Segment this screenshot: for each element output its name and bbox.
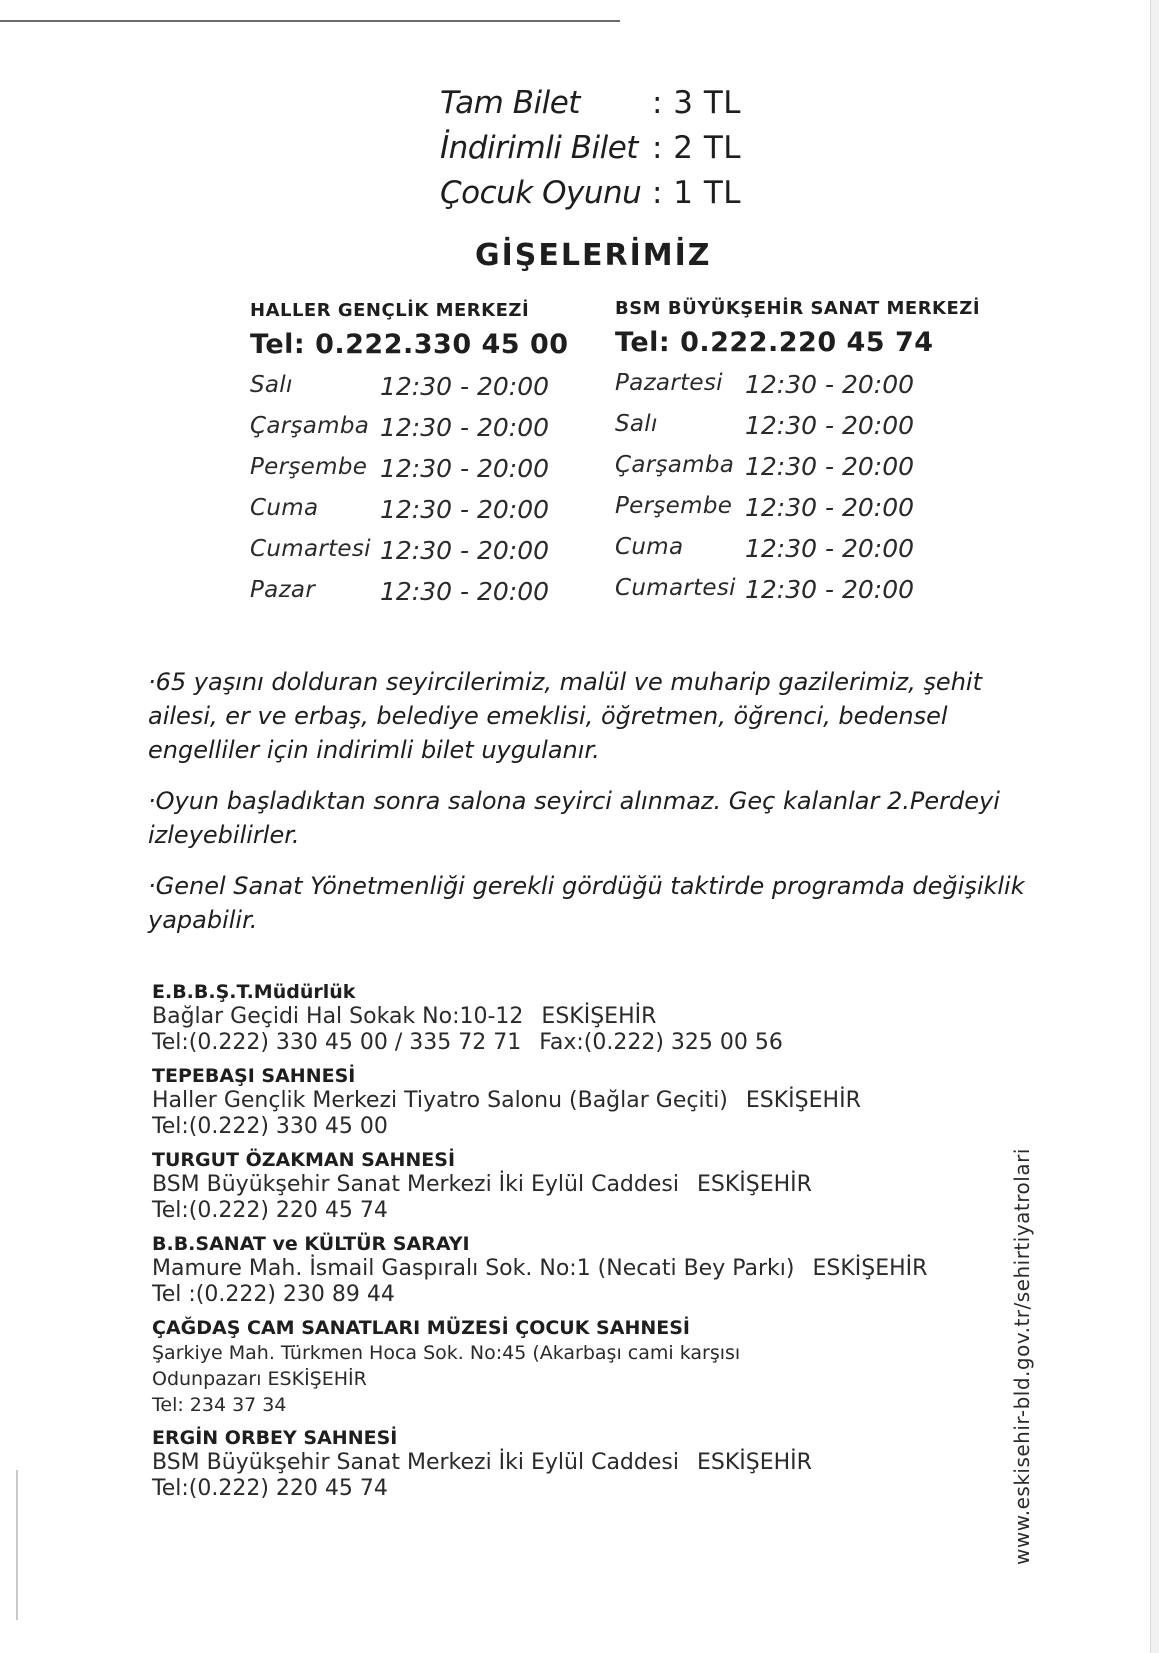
notes-section <box>148 665 1028 954</box>
address-title: ERGİN ORBEY SAHNESİ <box>152 1427 398 1449</box>
website-url: www.eskisehir-bld.gov.tr/sehirtiyatrolari <box>1010 1148 1034 1565</box>
address-title: ÇAĞDAŞ CAM SANATLARI MÜZESİ ÇOCUK SAHNESİ <box>152 1317 690 1339</box>
hours-day: Perşembe <box>615 493 733 519</box>
address-district: Odunpazarı ESKİŞEHİR <box>152 1368 367 1390</box>
hours-time: 12:30 - 20:00 <box>380 454 550 483</box>
hours-day: Pazar <box>250 577 316 603</box>
hours-day: Salı <box>615 411 658 437</box>
address-street: Şarkiye Mah. Türkmen Hoca Sok. No:45 (Akarbaşı cami karşısı <box>152 1342 741 1364</box>
hours-row <box>615 534 980 575</box>
hours-row <box>250 454 569 495</box>
address-line <box>152 1450 982 1476</box>
venue-haller <box>250 300 569 618</box>
address-city: ESKİŞEHİR <box>541 1004 657 1029</box>
hours-day: Salı <box>250 372 293 398</box>
address-phone: Tel:(0.222) 220 45 74 <box>152 1198 388 1223</box>
hours-time: 12:30 - 20:00 <box>745 534 915 563</box>
hours-row <box>250 577 569 618</box>
hours-day: Cuma <box>615 534 684 560</box>
hours-day: Cuma <box>250 495 319 521</box>
price-value: : 3 TL <box>652 85 742 121</box>
address-cagdas-cam <box>152 1316 982 1418</box>
hours-row <box>615 493 980 534</box>
opening-hours <box>615 370 980 616</box>
price-label: Tam Bilet <box>440 85 580 121</box>
price-value: : 2 TL <box>652 130 742 166</box>
address-street: BSM Büyükşehir Sanat Merkezi İki Eylül Caddesi <box>152 1450 679 1475</box>
address-line <box>152 1256 982 1282</box>
price-label: İndirimli Bilet <box>440 130 638 166</box>
address-city: ESKİŞEHİR <box>696 1450 812 1475</box>
hours-time: 12:30 - 20:00 <box>380 372 550 401</box>
counters-heading: GİŞELERİMİZ <box>475 238 712 273</box>
hours-row <box>615 370 980 411</box>
hours-day: Cumartesi <box>615 575 736 601</box>
address-phone: Tel:(0.222) 330 45 00 / 335 72 71 <box>152 1030 522 1055</box>
venue-name: BSM BÜYÜKŞEHİR SANAT MERKEZİ <box>615 298 981 319</box>
address-street: Haller Gençlik Merkezi Tiyatro Salonu (Bağlar Geçiti) <box>152 1088 728 1113</box>
hours-time: 12:30 - 20:00 <box>745 575 915 604</box>
hours-row <box>250 372 569 413</box>
hours-day: Pazartesi <box>615 370 723 396</box>
venue-bsm <box>615 298 980 616</box>
address-title: B.B.SANAT ve KÜLTÜR SARAYI <box>152 1233 470 1255</box>
scan-left-mark <box>16 1470 18 1620</box>
hours-time: 12:30 - 20:00 <box>380 577 550 606</box>
addresses-section <box>152 980 982 1510</box>
address-city: ESKİŞEHİR <box>696 1172 812 1197</box>
hours-time: 12:30 - 20:00 <box>745 452 915 481</box>
address-street: Mamure Mah. İsmail Gaspıralı Sok. No:1 (Necati Bey Parkı) <box>152 1256 795 1281</box>
address-street: Bağlar Geçidi Hal Sokak No:10-12 <box>152 1004 524 1029</box>
address-fax: Fax:(0.222) 325 00 56 <box>539 1030 783 1055</box>
hours-day: Çarşamba <box>615 452 735 478</box>
note-program-change: ·Genel Sanat Yönetmenliği gerekli gördüğü taktirde programda değişiklik yapabilir. <box>148 872 1025 934</box>
hours-row <box>250 413 569 454</box>
address-line <box>152 1172 982 1198</box>
note-discount: ·65 yaşını dolduran seyircilerimiz, malül ve muharip gazilerimiz, şehit ailesi, er ve erbaş, belediye emeklisi, öğretmen, öğrenci, bedensel engelliler için indirimli bilet uygulanır. <box>148 668 982 764</box>
address-title: TURGUT ÖZAKMAN SAHNESİ <box>152 1149 456 1171</box>
address-bb-sanat <box>152 1232 982 1308</box>
venue-phone: Tel: 0.222.220 45 74 <box>615 327 934 358</box>
address-city: ESKİŞEHİR <box>812 1256 928 1281</box>
hours-row <box>250 495 569 536</box>
address-phone: Tel: 234 37 34 <box>152 1394 287 1416</box>
hours-time: 12:30 - 20:00 <box>745 411 915 440</box>
address-tepebasi <box>152 1064 982 1140</box>
address-line <box>152 1004 982 1030</box>
hours-time: 12:30 - 20:00 <box>380 536 550 565</box>
hours-time: 12:30 - 20:00 <box>380 413 550 442</box>
address-phone: Tel:(0.222) 330 45 00 <box>152 1114 388 1139</box>
hours-day: Perşembe <box>250 454 368 480</box>
note-late-arrival: ·Oyun başladıktan sonra salona seyirci alınmaz. Geç kalanlar 2.Perdeyi izleyebilirler. <box>148 787 1000 849</box>
hours-row <box>250 536 569 577</box>
address-ergin-orbey <box>152 1426 982 1502</box>
address-title: TEPEBAŞI SAHNESİ <box>152 1065 356 1087</box>
hours-time: 12:30 - 20:00 <box>380 495 550 524</box>
address-turgut-ozakman <box>152 1148 982 1224</box>
hours-row <box>615 575 980 616</box>
hours-time: 12:30 - 20:00 <box>745 493 915 522</box>
venue-name: HALLER GENÇLİK MERKEZİ <box>250 300 530 321</box>
address-title: E.B.B.Ş.T.Müdürlük <box>152 981 356 1003</box>
hours-day: Çarşamba <box>250 413 370 439</box>
venue-phone: Tel: 0.222.330 45 00 <box>250 329 569 360</box>
address-line <box>152 1088 982 1114</box>
hours-row <box>615 452 980 493</box>
address-phone: Tel :(0.222) 230 89 44 <box>152 1282 395 1307</box>
price-value: : 1 TL <box>652 175 742 211</box>
hours-day: Cumartesi <box>250 536 371 562</box>
hours-time: 12:30 - 20:00 <box>745 370 915 399</box>
address-contact <box>152 1030 982 1056</box>
address-city: ESKİŞEHİR <box>745 1088 861 1113</box>
scan-right-edge <box>1150 0 1159 1653</box>
price-label: Çocuk Oyunu <box>440 175 642 211</box>
opening-hours <box>250 372 569 618</box>
hours-row <box>615 411 980 452</box>
address-street: BSM Büyükşehir Sanat Merkezi İki Eylül Caddesi <box>152 1172 679 1197</box>
address-ebbst <box>152 980 982 1056</box>
address-phone: Tel:(0.222) 220 45 74 <box>152 1476 388 1501</box>
scan-top-line <box>0 20 620 22</box>
